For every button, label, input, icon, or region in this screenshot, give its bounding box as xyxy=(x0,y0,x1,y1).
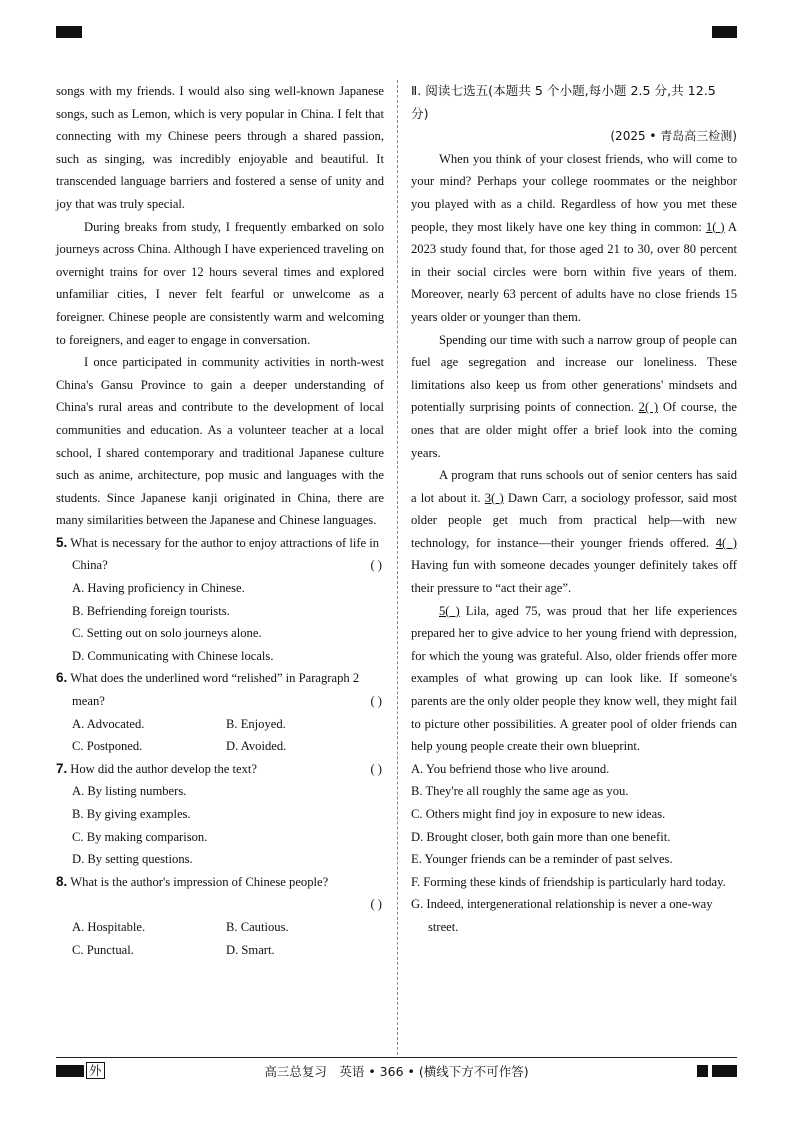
option[interactable]: B. Cautious. xyxy=(226,919,289,934)
question-number: 8. xyxy=(56,873,68,889)
choice-option[interactable]: G. Indeed, intergenerational relationship is never a one-way street. xyxy=(411,897,713,934)
corner-mark-top-left xyxy=(56,26,82,38)
passage-text: Of course, the ones that are older might offer a brief look into the coming years. xyxy=(411,400,737,460)
option[interactable]: C. Setting out on solo journeys alone. xyxy=(72,626,262,641)
option[interactable]: B. Befriending foreign tourists. xyxy=(72,603,230,618)
question-7 xyxy=(56,758,384,781)
choice-option[interactable]: B. They're all roughly the same age as you. xyxy=(411,784,629,799)
question-number: 6. xyxy=(56,670,68,686)
answer-paren[interactable]: ( ) xyxy=(370,897,382,912)
left-column xyxy=(56,80,384,961)
passage-text: When you think of your closest friends, who will come to your mind? Perhaps your college roommates or the neighbor you played with as a child. Regardless of how you met these people, they most likely have one key thing in common: xyxy=(411,151,737,234)
question-5 xyxy=(56,532,384,577)
option[interactable]: B. By giving examples. xyxy=(72,807,191,821)
question-8 xyxy=(56,871,384,916)
blank-3[interactable]: 3( ) xyxy=(484,490,504,505)
corner-mark-top-right xyxy=(712,26,737,38)
passage-text: Having fun with someone decades younger definitely takes off their pressure to “act their age”. xyxy=(411,558,737,596)
question-6 xyxy=(56,667,384,712)
blank-1[interactable]: 1( ) xyxy=(705,219,725,234)
options-row xyxy=(72,916,384,939)
source-label: (2025 • 青岛高三检测) xyxy=(610,129,737,144)
passage-text: Dawn Carr, a sociology professor, said most older people get much from practical help—with new technology, for instance—their younger friends offered. xyxy=(411,490,737,550)
footer-tag: 外 xyxy=(86,1062,105,1079)
paragraph-3: I once participated in community activities in north-west China's Gansu Province to gain a deeper understanding of China's rural areas and contribute to the development of local communities and education. As a volunteer teacher at a local school, I shared contemporary and traditional Japanese culture such as anime, architecture, pop music and languages with the students. Since Japanese kanji originated in China, there are many similarities between the Japanese and Chinese languages. xyxy=(56,355,384,528)
passage-text: Spending our time with such a narrow group of people can fuel age segregation and increase our loneliness. These limitations also keep us from other generations' mindsets and potentially surprising points of connection. xyxy=(411,332,737,415)
question-number: 5. xyxy=(56,534,68,550)
question-stem: What is the author's impression of Chinese people? xyxy=(70,874,329,889)
passage-text: Lila, aged 75, was proud that her life experiences prepared her to give advice to her young friend with depression, for which the young was grateful. Also, older friends offer more examples of what growing up can look like. If someone's parents are the only older people they know well, they might fail to picture other possibilities. A greater pool of older friends can help young people create their own blueprint. xyxy=(411,603,738,754)
question-stem: How did the author develop the text? xyxy=(70,761,258,776)
option[interactable]: D. Avoided. xyxy=(226,739,287,754)
choice-option[interactable]: E. Younger friends can be a reminder of past selves. xyxy=(411,852,673,867)
answer-paren[interactable]: ( ) xyxy=(370,694,382,709)
answer-paren[interactable]: ( ) xyxy=(370,761,382,776)
question-number: 7. xyxy=(56,760,68,776)
options-row xyxy=(72,735,384,758)
blank-2[interactable]: 2( ) xyxy=(638,400,659,415)
right-column xyxy=(411,80,737,939)
column-divider xyxy=(397,80,398,1055)
option[interactable]: D. By setting questions. xyxy=(72,852,193,867)
option[interactable]: C. By making comparison. xyxy=(72,829,208,844)
option[interactable]: D. Smart. xyxy=(226,942,275,957)
choice-option[interactable]: F. Forming these kinds of friendship is particularly hard today. xyxy=(411,874,726,889)
footer-rule xyxy=(56,1057,737,1058)
passage-paragraph-3 xyxy=(411,464,737,600)
paragraph-1: songs with my friends. I would also sing well-known Japanese songs, such as Lemon, which is very popular in China. I felt that connecting with my Chinese peers through a shared passion, such as singing, was incredibly enjoyable and beautiful. It transcended language barriers and fostered a sense of unity and joy that was truly special. xyxy=(56,84,384,211)
choice-option[interactable]: C. Others might find joy in exposure to new ideas. xyxy=(411,807,666,821)
option[interactable]: D. Communicating with Chinese locals. xyxy=(72,648,274,663)
choice-option[interactable]: D. Brought closer, both gain more than one benefit. xyxy=(411,829,671,844)
passage-paragraph-1 xyxy=(411,148,737,329)
option[interactable]: A. Hospitable. xyxy=(72,919,146,934)
section-title: Ⅱ. 阅读七选五(本题共 5 个小题,每小题 2.5 分,共 12.5 分) xyxy=(411,83,716,121)
choice-option[interactable]: A. You befriend those who live around. xyxy=(411,761,610,776)
question-stem: What is necessary for the author to enjoy attractions of life in China? xyxy=(70,535,380,573)
blank-5[interactable]: 5( ) xyxy=(439,603,460,618)
options-row xyxy=(72,713,384,736)
blank-4[interactable]: 4( ) xyxy=(715,535,737,550)
passage-paragraph-4 xyxy=(411,600,737,758)
option[interactable]: C. Punctual. xyxy=(72,942,134,957)
option[interactable]: A. By listing numbers. xyxy=(72,784,187,799)
passage-text: A 2023 study found that, for those aged 21 to 30, over 80 percent in their social circles were born within five years of them. Moreover, nearly 63 percent of adults have no close friends 15 years older or younger than them. xyxy=(411,219,737,324)
answer-paren[interactable]: ( ) xyxy=(370,558,382,573)
question-stem: What does the underlined word “relished” in Paragraph 2 mean? xyxy=(70,671,360,709)
option[interactable]: A. Having proficiency in Chinese. xyxy=(72,581,245,596)
options-row xyxy=(72,939,384,962)
option[interactable]: A. Advocated. xyxy=(72,716,145,731)
option[interactable]: C. Postponed. xyxy=(72,739,143,754)
page-footer: 高三总复习 英语 • 366 • (横线下方不可作答) xyxy=(264,1064,529,1079)
paragraph-2: During breaks from study, I frequently embarked on solo journeys across China. Although I have experienced traveling on overnight trains for over 12 hours several times and explored unfamiliar cities, I never felt fearful or unwelcome as a foreigner. Chinese people are consistently warm and welcoming to foreigners, and eager to engage in conversation. xyxy=(56,219,384,347)
passage-paragraph-2 xyxy=(411,329,737,465)
passage-text: A program that runs schools out of senior centers has said a lot about it. xyxy=(411,468,737,505)
option[interactable]: B. Enjoyed. xyxy=(226,716,286,731)
